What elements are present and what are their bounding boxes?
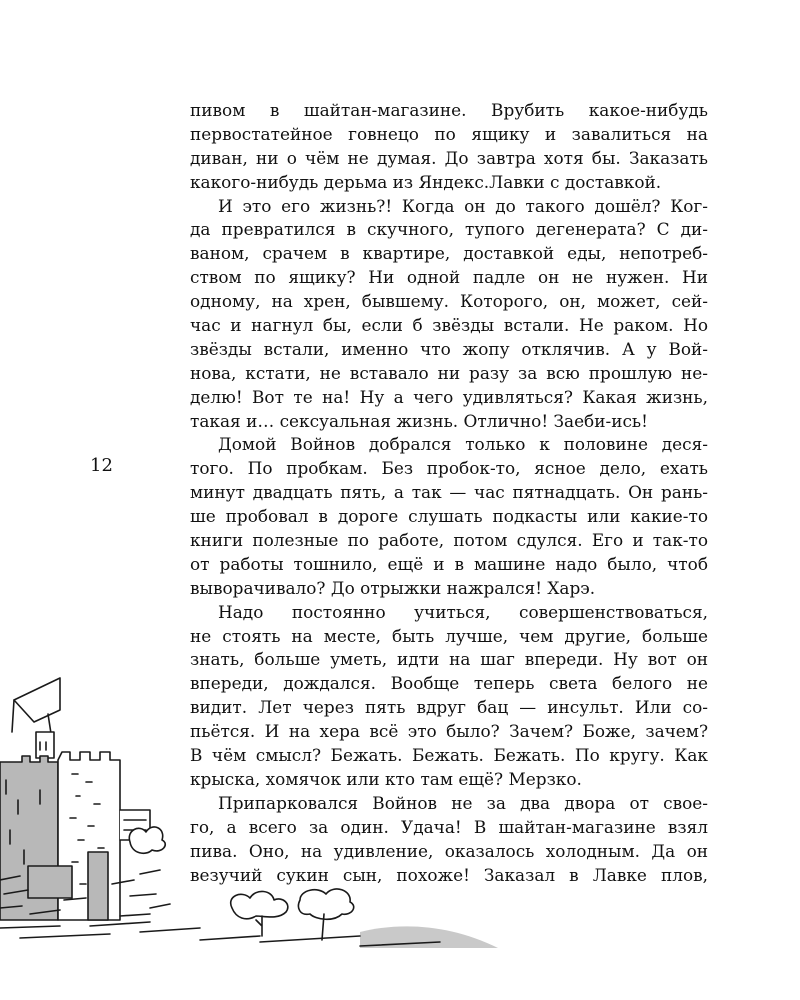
text-line: того. По пробкам. Без пробок-то, ясное дело, ехать <box>190 458 708 479</box>
castle-sketch-icon <box>0 670 500 960</box>
text-line: ше пробовал в дороге слушать подкасты или какие-то <box>190 506 708 527</box>
text-line: диван, ни о чём не думая. До завтра хотя бы. Заказать <box>190 147 708 168</box>
text-line: В чём смысл? Бежать. Бежать. Бежать. По кругу. Как <box>190 745 708 766</box>
text-line: пьётся. И на хера всё это было? Зачем? Боже, зачем? <box>190 721 708 742</box>
text-line: минут двадцать пять, а так — час пятнадцать. Он рань- <box>190 482 708 503</box>
text-line: не стоять на месте, быть лучше, чем другие, больше <box>190 625 708 646</box>
text-line: И это его жизнь?! Когда он до такого дошёл? Ког- <box>218 195 708 216</box>
text-line: какого-нибудь дерьма из Яндекс.Лавки с доставкой. <box>190 171 662 192</box>
text-line: выворачивало? До отрыжки нажрался! Харэ. <box>190 577 596 598</box>
text-line: такая и… сексуальная жизнь. Отлично! Заеби-ись! <box>190 410 648 431</box>
text-line: книги полезные по работе, потом сдулся. Его и так-то <box>190 530 708 551</box>
text-line: пивом в шайтан-магазине. Врубить какое-нибудь <box>190 100 708 120</box>
text-line: крыска, хомячок или кто там ещё? Мерзко. <box>190 768 582 789</box>
text-line: го, а всего за один. Удача! В шайтан-магазине взял <box>190 816 708 837</box>
text-line: да превратился в скучного, тупого дегенерата? С ди- <box>190 219 708 240</box>
text-line: звёзды встали, именно что жопу отклячив. А у Вой- <box>190 338 708 359</box>
text-line: делю! Вот те на! Ну а чего удивляться? Какая жизнь, <box>190 386 708 407</box>
page-number: 12 <box>90 455 113 476</box>
text-line: пива. Оно, на удивление, оказалось холодным. Да он <box>190 840 708 861</box>
text-line: впереди, дождался. Вообще теперь света белого не <box>190 673 708 694</box>
text-line: первостатейное говнецо по ящику и завалиться на <box>190 123 708 144</box>
text-line: везучий сукин сын, похоже! Заказал в Лавке плов, <box>190 864 708 885</box>
text-line: от работы тошнило, ещё и в машине надо было, чтоб <box>190 553 708 574</box>
text-line: видит. Лет через пять вдруг бац — инсульт. Или со- <box>190 697 708 718</box>
text-line: одному, на хрен, бывшему. Которого, он, может, сей- <box>190 291 708 312</box>
text-line: Домой Войнов добрался только к половине деся- <box>218 434 708 455</box>
text-line: ваном, срачем в квартире, доставкой еды, непотреб- <box>190 243 708 264</box>
text-line: ством по ящику? Ни одной падле он не нужен. Ни <box>190 267 708 288</box>
text-line: знать, больше уметь, идти на шаг впереди. Ну вот он <box>190 649 708 670</box>
text-line: час и нагнул бы, если б звёзды встали. Не раком. Но <box>190 315 708 336</box>
text-line: Припарковался Войнов не за два двора от свое- <box>218 792 708 813</box>
text-line: нова, кстати, не вставало ни разу за всю прошлую не- <box>190 362 708 383</box>
text-line: Надо постоянно учиться, совершенствоваться, <box>218 601 708 622</box>
